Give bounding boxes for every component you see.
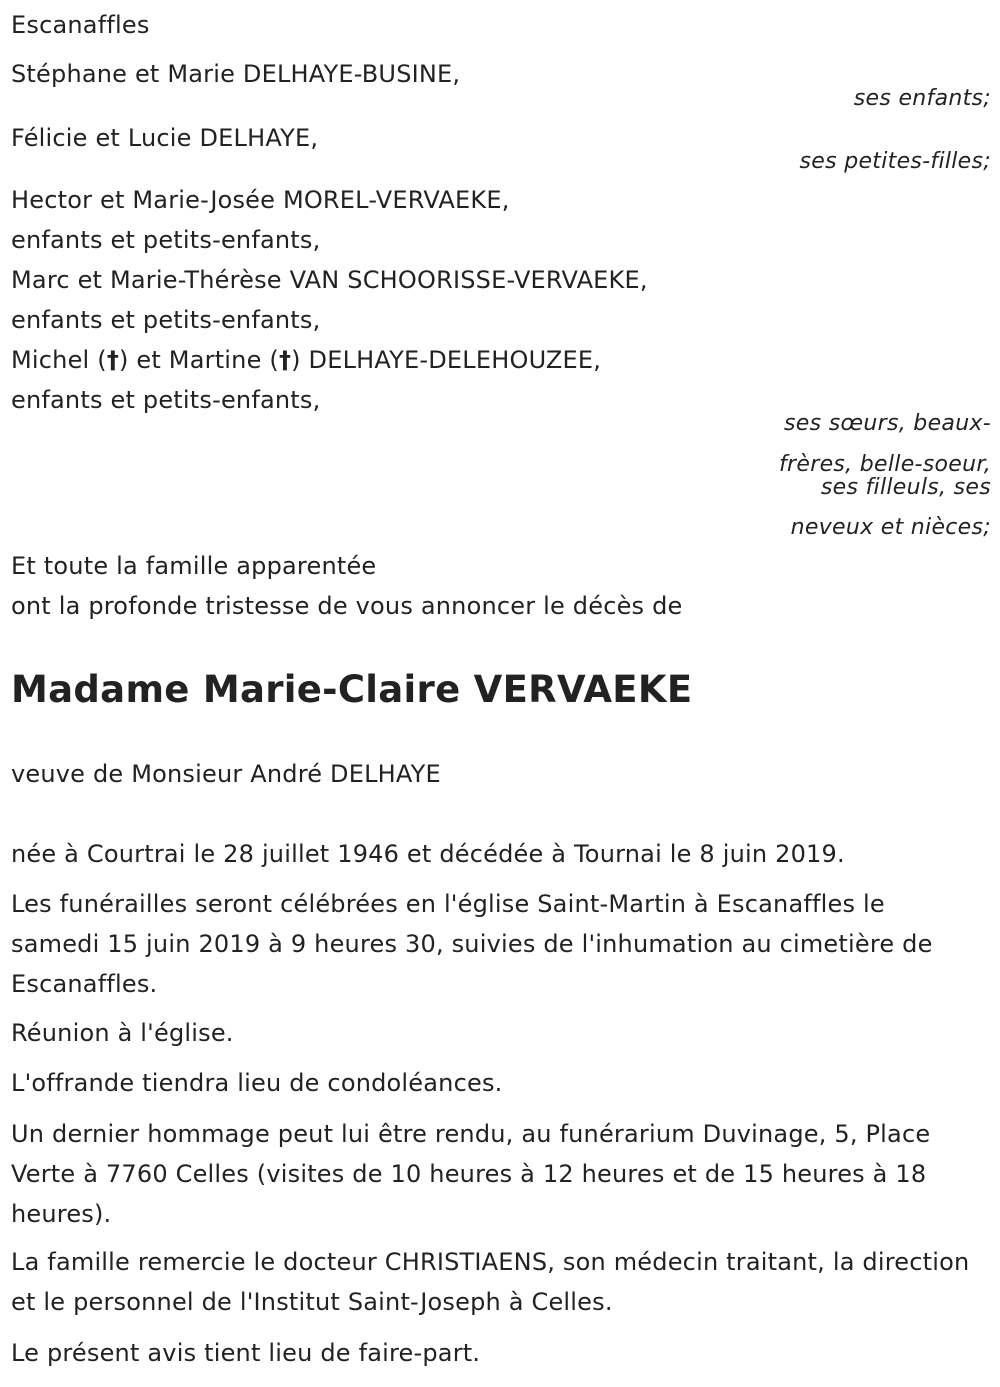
deceased-name: Madame Marie-Claire VERVAEKE <box>11 668 693 711</box>
children-names: Stéphane et Marie DELHAYE-BUSINE, <box>11 60 461 88</box>
granddaughters-names: Félicie et Lucie DELHAYE, <box>11 124 319 152</box>
whole-family: Et toute la famille apparentée <box>11 552 377 580</box>
announcement: ont la profonde tristesse de vous annoncer le décès de <box>11 592 683 620</box>
siblings-relation-line-1: ses sœurs, beaux- <box>784 411 991 436</box>
siblings-relation-line-2: frères, belle-soeur, <box>779 452 991 477</box>
notice-paragraph: Le présent avis tient lieu de faire-part. <box>11 1339 481 1367</box>
cross-icon: † <box>278 346 292 374</box>
sibling-2-descendants: enfants et petits-enfants, <box>11 306 321 334</box>
sibling-3-surname: ) DELHAYE-DELEHOUZEE, <box>291 346 602 374</box>
siblings-relation-line-4: neveux et nièces; <box>790 515 991 540</box>
granddaughters-relation: ses petites-filles; <box>799 149 991 174</box>
sibling-3-names <box>11 345 601 375</box>
offering-paragraph: L'offrande tiendra lieu de condoléances. <box>11 1069 503 1097</box>
sibling-3-name-michel: Michel ( <box>11 346 107 374</box>
thanks-paragraph: La famille remercie le docteur CHRISTIAENS, son médecin traitant, la direction et le personnel de l'Institut Saint-Joseph à Celles. <box>11 1248 970 1316</box>
tribute-paragraph: Un dernier hommage peut lui être rendu, au funérarium Duvinage, 5, Place Verte à 7760 Celles (visites de 10 heures à 12 heures et de 15 heures à 18 heures). <box>11 1120 931 1228</box>
sibling-1-descendants: enfants et petits-enfants, <box>11 226 321 254</box>
widow-of: veuve de Monsieur André DELHAYE <box>11 760 441 788</box>
cross-icon: † <box>106 346 120 374</box>
sibling-3-descendants: enfants et petits-enfants, <box>11 386 321 414</box>
funeral-paragraph: Les funérailles seront célébrées en l'église Saint-Martin à Escanaffles le samedi 15 juin 2019 à 9 heures 30, suivies de l'inhumation au cimetière de Escanaffles. <box>11 890 933 998</box>
location: Escanaffles <box>11 11 150 39</box>
sibling-1-names: Hector et Marie-Josée MOREL-VERVAEKE, <box>11 186 510 214</box>
birth-death: née à Courtrai le 28 juillet 1946 et décédée à Tournai le 8 juin 2019. <box>11 840 845 868</box>
sibling-3-name-martine: ) et Martine ( <box>119 346 279 374</box>
siblings-relation-line-3: ses filleuls, ses <box>820 475 991 500</box>
children-relation: ses enfants; <box>853 86 991 111</box>
sibling-2-names: Marc et Marie-Thérèse VAN SCHOORISSE-VERVAEKE, <box>11 266 648 294</box>
meeting-paragraph: Réunion à l'église. <box>11 1019 234 1047</box>
death-notice <box>11 0 991 1387</box>
